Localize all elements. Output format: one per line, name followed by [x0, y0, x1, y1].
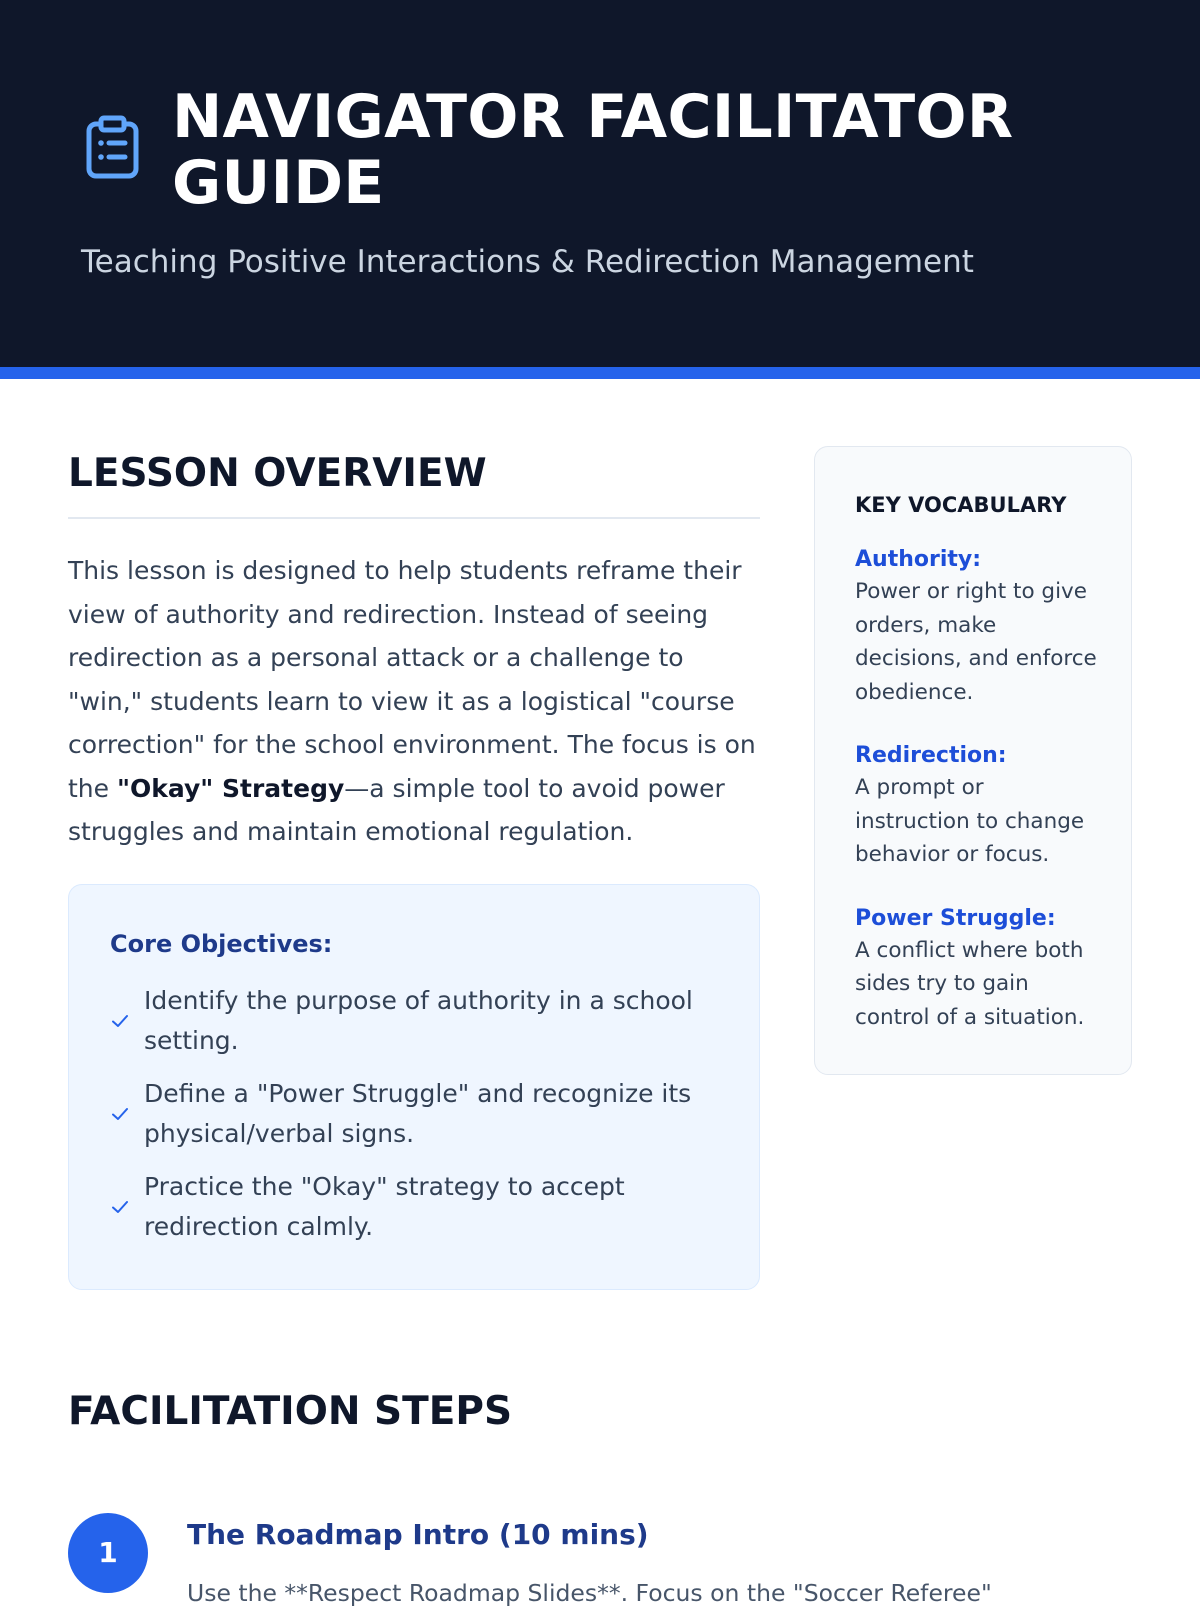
- page-subtitle: Teaching Positive Interactions & Redirection Management: [81, 244, 974, 280]
- key-vocabulary-heading: KEY VOCABULARY: [855, 493, 1067, 517]
- core-objectives-box: [68, 884, 760, 1290]
- checkmark-icon: [110, 1197, 130, 1217]
- page-title: NAVIGATOR FACILITATOR GUIDE: [172, 82, 1014, 218]
- lesson-overview-text: [68, 549, 760, 854]
- vocab-item-authority: [855, 545, 1101, 709]
- lesson-overview-heading: LESSON OVERVIEW: [68, 449, 760, 519]
- vocab-definition: Power or right to give orders, make decisions, and enforce obedience.: [855, 579, 1097, 705]
- lesson-overview-section: [68, 449, 760, 1290]
- vocab-item-redirection: [855, 741, 1101, 872]
- step-description: Use the **Respect Roadmap Slides**. Focus on the "Soccer Referee": [187, 1579, 992, 1607]
- facilitation-steps-heading: FACILITATION STEPS: [68, 1389, 513, 1434]
- vocab-term: Power Struggle:: [855, 905, 1056, 931]
- checkmark-icon: [110, 1104, 130, 1124]
- okay-strategy-highlight: "Okay" Strategy: [116, 773, 345, 803]
- objective-item: [110, 981, 719, 1061]
- clipboard-list-icon: [84, 114, 142, 180]
- checkmark-icon: [110, 1011, 130, 1031]
- vocab-definition: A conflict where both sides try to gain control of a situation.: [855, 937, 1085, 1030]
- vocab-item-power-struggle: [855, 904, 1101, 1035]
- vocab-term: Authority:: [855, 547, 982, 572]
- objective-item: [110, 1074, 719, 1154]
- step-title: The Roadmap Intro (10 mins): [187, 1518, 649, 1551]
- intro-text-start: This lesson is designed to help students reframe their view of authority and redirection. Instead of seeing redirection as a personal attack or a challenge to "win," students learn to view it as a logistical "course correction" for the school environment. The focus is on the: [68, 556, 756, 803]
- vocab-term: Redirection:: [855, 743, 1007, 768]
- page-header: [0, 0, 1200, 379]
- objective-item: [110, 1167, 719, 1247]
- objective-text: Define a "Power Struggle" and recognize its physical/verbal signs.: [144, 1078, 692, 1148]
- key-vocabulary-card: [814, 446, 1132, 1075]
- vocab-definition: A prompt or instruction to change behavior or focus.: [855, 775, 1085, 867]
- step-number-badge: 1: [68, 1513, 148, 1593]
- facilitation-steps-section: [68, 1387, 1132, 1607]
- objectives-list: [110, 981, 719, 1247]
- objective-text: Practice the "Okay" strategy to accept redirection calmly.: [144, 1171, 625, 1241]
- intro-text-end: —a simple tool to avoid power struggles and maintain emotional regulation.: [68, 773, 725, 846]
- core-objectives-heading: Core Objectives:: [110, 929, 333, 958]
- objective-text: Identify the purpose of authority in a school setting.: [144, 985, 693, 1055]
- main-content: [0, 379, 1200, 1607]
